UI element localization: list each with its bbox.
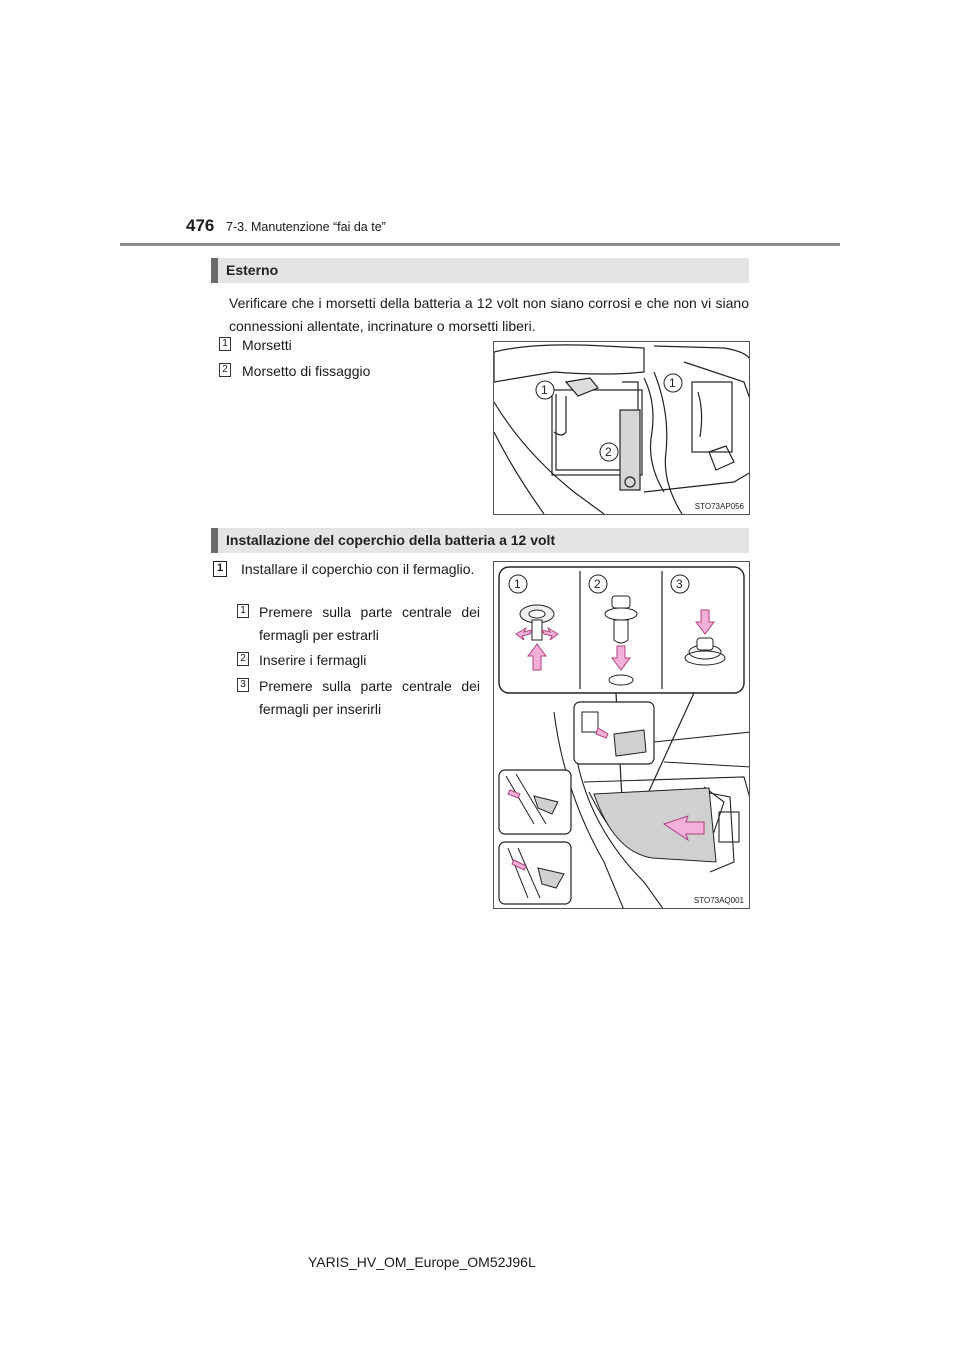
step-number-box: 1	[213, 561, 227, 577]
figure2-code: STO73AQ001	[693, 896, 744, 905]
figure2-callout-2: 2	[594, 577, 601, 591]
cover-marker-1: 1	[237, 604, 249, 618]
section-title: 7-3. Manutenzione “fai da te”	[226, 220, 386, 234]
step-text: Installare il coperchio con il fermaglio.	[241, 561, 475, 577]
header-rule	[120, 243, 840, 246]
heading-installazione	[211, 528, 749, 553]
cover-marker-3: 3	[237, 678, 249, 692]
heading-esterno-text: Esterno	[226, 262, 279, 278]
heading-esterno	[211, 258, 749, 283]
heading-installazione-text: Installazione del coperchio della batteria a 12 volt	[226, 532, 556, 548]
cover-installation-illustration	[494, 562, 750, 909]
cover-installation-figure	[493, 561, 750, 909]
cover-item-1-text: Premere sulla parte centrale dei fermagli per estrarli	[259, 604, 480, 643]
figure2-callout-3: 3	[676, 577, 683, 591]
figure1-callout-1b: 1	[669, 376, 676, 390]
cover-marker-2: 2	[237, 652, 249, 666]
cover-item-2-text: Inserire i fermagli	[259, 652, 367, 668]
item-label-morsetto-fissaggio: Morsetto di fissaggio	[242, 363, 371, 379]
figure1-code: STO73AP056	[694, 502, 744, 511]
figure1-callout-2: 2	[605, 445, 612, 459]
cover-item-3-text: Premere sulla parte centrale dei fermagli per inserirli	[259, 678, 480, 717]
item-label-morsetti: Morsetti	[242, 337, 292, 353]
battery-terminals-illustration	[494, 342, 750, 515]
callout-marker-1: 1	[219, 337, 231, 351]
footer-doc-id: YARIS_HV_OM_Europe_OM52J96L	[308, 1254, 536, 1270]
callout-marker-2: 2	[219, 363, 231, 377]
page-number: 476	[186, 216, 215, 235]
figure2-callout-1: 1	[514, 577, 521, 591]
figure1-callout-1a: 1	[541, 383, 548, 397]
battery-terminals-figure	[493, 341, 750, 515]
exterior-paragraph: Verificare che i morsetti della batteria a 12 volt non siano corrosi e che non vi siano connessioni allentate, incrinature o morsetti liberi.	[229, 295, 749, 334]
